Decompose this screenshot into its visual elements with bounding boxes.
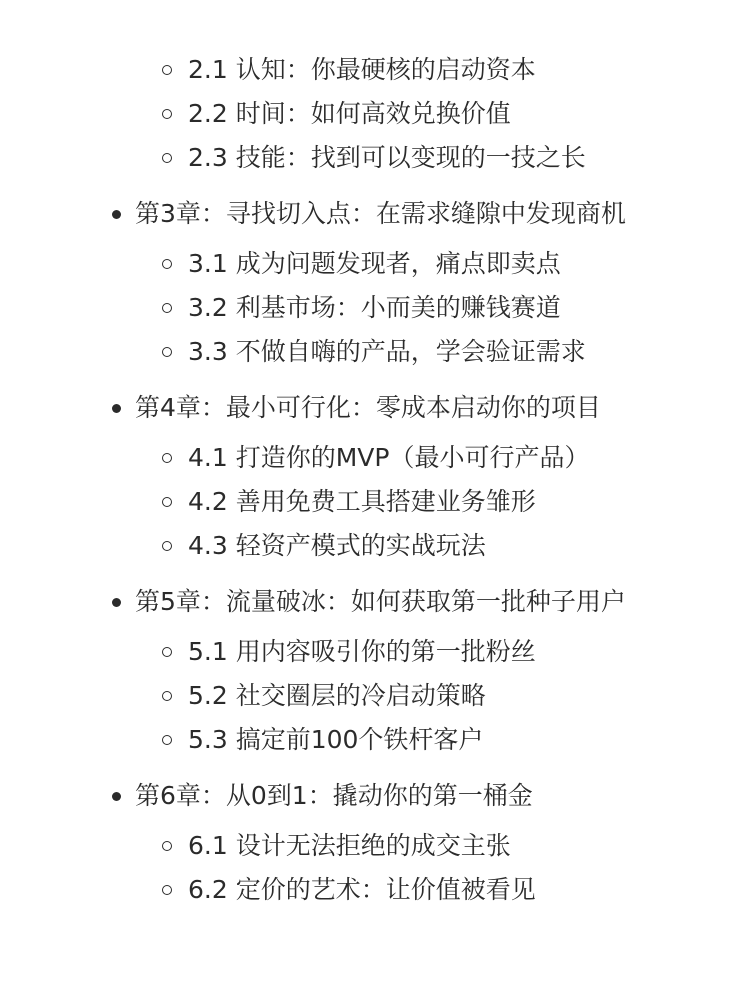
- hollow-bullet-icon: [162, 735, 172, 745]
- section-title: 5.1 用内容吸引你的第一批粉丝: [188, 637, 536, 666]
- list-item: [0, 242, 750, 286]
- chapter-title: 第4章：最小可行化：零成本启动你的项目: [135, 393, 601, 422]
- section-title: 3.3 不做自嗨的产品，学会验证需求: [188, 337, 586, 366]
- section-title: 4.1 打造你的MVP（最小可行产品）: [188, 443, 590, 472]
- list-item: [0, 630, 750, 674]
- list-item: [0, 92, 750, 136]
- hollow-bullet-icon: [162, 259, 172, 269]
- section-title: 5.2 社交圈层的冷启动策略: [188, 681, 486, 710]
- chapter-3: [0, 192, 750, 374]
- section-title: 2.1 认知：你最硬核的启动资本: [188, 55, 536, 84]
- list-item: [0, 824, 750, 868]
- hollow-bullet-icon: [162, 109, 172, 119]
- hollow-bullet-icon: [162, 841, 172, 851]
- section-title: 6.1 设计无法拒绝的成交主张: [188, 831, 511, 860]
- section-title: 5.3 搞定前100个铁杆客户: [188, 725, 484, 754]
- chapter-title: 第3章：寻找切入点：在需求缝隙中发现商机: [135, 199, 626, 228]
- solid-bullet-icon: [112, 210, 121, 219]
- chapter-6: [0, 774, 750, 912]
- hollow-bullet-icon: [162, 885, 172, 895]
- chapter-4: [0, 386, 750, 568]
- chapter-title: 第6章：从0到1：撬动你的第一桶金: [135, 781, 533, 810]
- chapter-heading: [0, 192, 750, 236]
- hollow-bullet-icon: [162, 691, 172, 701]
- hollow-bullet-icon: [162, 647, 172, 657]
- chapter-heading: [0, 580, 750, 624]
- list-item: [0, 868, 750, 912]
- list-item: [0, 330, 750, 374]
- hollow-bullet-icon: [162, 153, 172, 163]
- solid-bullet-icon: [112, 598, 121, 607]
- hollow-bullet-icon: [162, 453, 172, 463]
- chapter-2-subsections: [0, 48, 750, 180]
- hollow-bullet-icon: [162, 65, 172, 75]
- hollow-bullet-icon: [162, 347, 172, 357]
- chapter-heading: [0, 774, 750, 818]
- section-title: 3.2 利基市场：小而美的赚钱赛道: [188, 293, 561, 322]
- chapter-heading: [0, 386, 750, 430]
- chapter-title: 第5章：流量破冰：如何获取第一批种子用户: [135, 587, 626, 616]
- list-item: [0, 674, 750, 718]
- list-item: [0, 718, 750, 762]
- list-item: [0, 136, 750, 180]
- section-title: 6.2 定价的艺术：让价值被看见: [188, 875, 536, 904]
- list-item: [0, 524, 750, 568]
- table-of-contents: [0, 48, 750, 912]
- section-title: 3.1 成为问题发现者，痛点即卖点: [188, 249, 561, 278]
- section-title: 2.3 技能：找到可以变现的一技之长: [188, 143, 586, 172]
- list-item: [0, 480, 750, 524]
- hollow-bullet-icon: [162, 541, 172, 551]
- solid-bullet-icon: [112, 404, 121, 413]
- solid-bullet-icon: [112, 792, 121, 801]
- section-title: 4.2 善用免费工具搭建业务雏形: [188, 487, 536, 516]
- list-item: [0, 48, 750, 92]
- hollow-bullet-icon: [162, 497, 172, 507]
- chapter-5: [0, 580, 750, 762]
- section-title: 4.3 轻资产模式的实战玩法: [188, 531, 486, 560]
- section-title: 2.2 时间：如何高效兑换价值: [188, 99, 511, 128]
- hollow-bullet-icon: [162, 303, 172, 313]
- list-item: [0, 286, 750, 330]
- list-item: [0, 436, 750, 480]
